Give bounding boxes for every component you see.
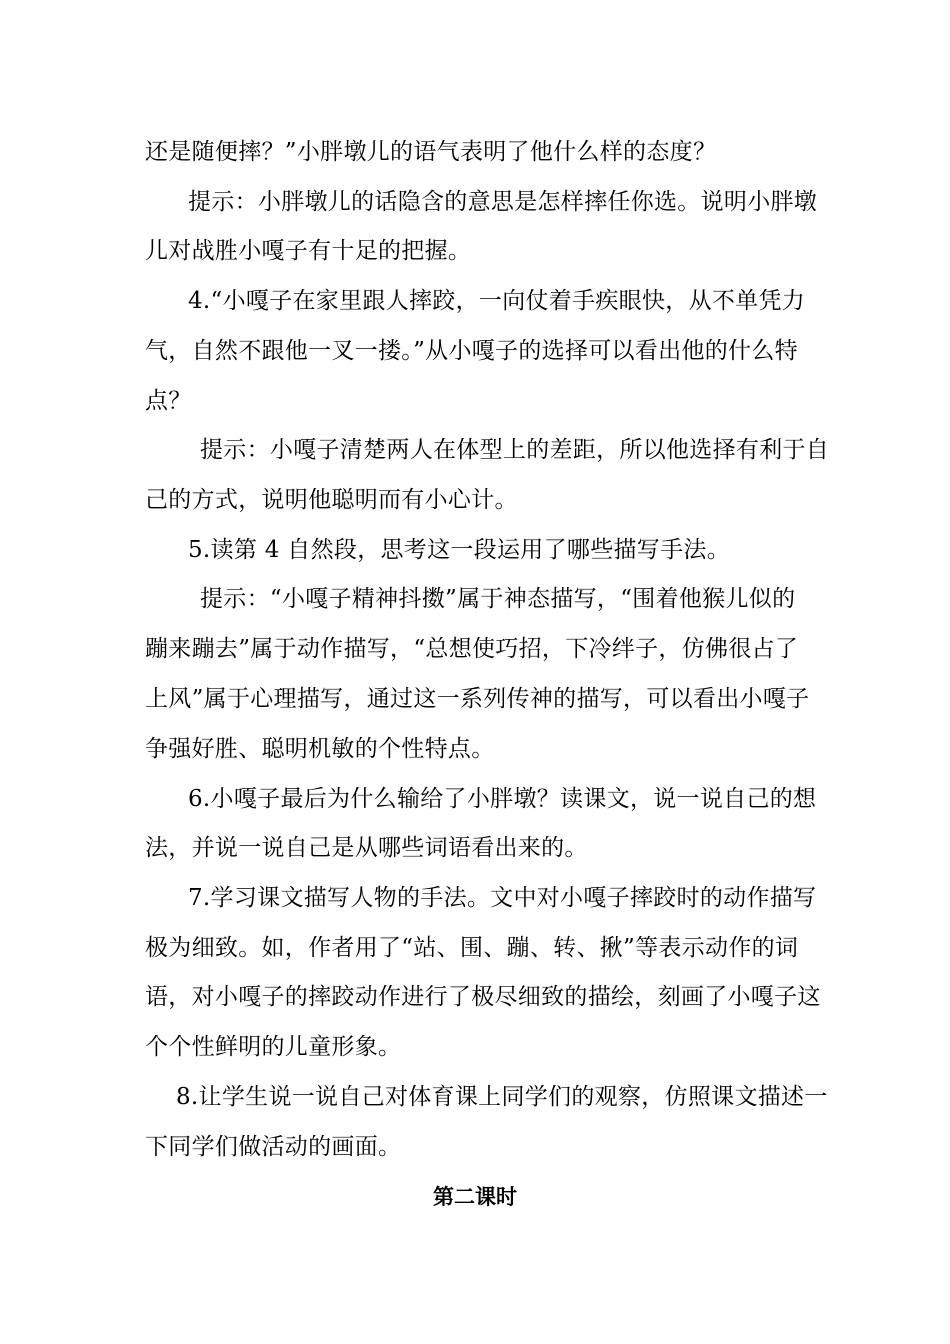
text-line: 极为细致。如，作者用了“站、围、蹦、转、揪”等表示动作的词 — [145, 935, 799, 961]
text-line: 己的方式，说明他聪明而有小心计。 — [145, 487, 518, 513]
text-line: 气，自然不跟他一叉一搂。”从小嘎子的选择可以看出他的什么特 — [145, 338, 798, 364]
text-line: 点？ — [145, 388, 192, 414]
text-line: 上风”属于心理描写，通过这一系列传神的描写，可以看出小嘎子 — [145, 686, 810, 712]
text-line: 5.读第 4 自然段，思考这一段运用了哪些描写手法。 — [188, 537, 730, 563]
text-line: 争强好胜、聪明机敏的个性特点。 — [145, 736, 495, 762]
text-line: 提示：小嘎子清楚两人在体型上的差距，所以他选择有利于自 — [200, 437, 830, 463]
text-line: 还是随便摔？”小胖墩儿的语气表明了他什么样的态度？ — [145, 139, 717, 165]
text-line: 儿对战胜小嘎子有十足的把握。 — [145, 238, 472, 264]
text-line: 7.学习课文描写人物的手法。文中对小嘎子摔跤时的动作描写 — [188, 885, 817, 911]
text-line: 8.让学生说一说自己对体育课上同学们的观察，仿照课文描述一 — [176, 1084, 828, 1110]
text-line: 6.小嘎子最后为什么输给了小胖墩？读课文，说一说自己的想 — [188, 786, 817, 812]
section-heading: 第二课时 — [433, 1185, 517, 1209]
text-line: 蹦来蹦去”属于动作描写，“总想使巧招，下冷绊子，仿佛很占了 — [145, 636, 799, 662]
text-line: 4.“小嘎子在家里跟人摔跤，一向仗着手疾眼快，从不单凭力 — [188, 288, 806, 314]
text-line: 提示：“小嘎子精神抖擞”属于神态描写，“围着他猴儿似的 — [200, 586, 796, 612]
text-line: 语，对小嘎子的摔跤动作进行了极尽细致的描绘，刻画了小嘎子这 — [145, 984, 821, 1010]
text-line: 下同学们做活动的画面。 — [145, 1134, 402, 1160]
text-line: 个个性鲜明的儿童形象。 — [145, 1034, 402, 1060]
text-line: 法，并说一说自己是从哪些词语看出来的。 — [145, 835, 588, 861]
text-line: 提示：小胖墩儿的话隐含的意思是怎样摔任你选。说明小胖墩 — [188, 189, 818, 215]
